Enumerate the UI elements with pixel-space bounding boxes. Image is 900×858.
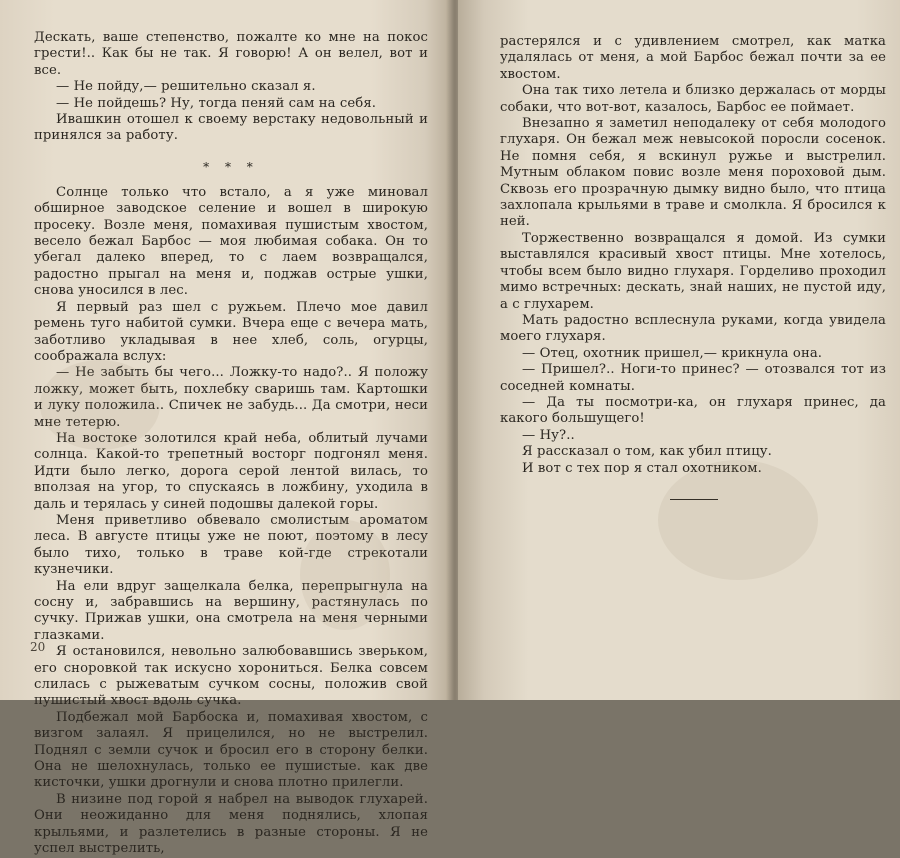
paragraph: Подбежал мой Барбоска и, помахивая хвостом, с визгом залаял. Я прицелился, но не выстрелил. Поднял с земли сучок и бросил его в сторону белки. Она не шелохнулась, только ее пушистые. как две кисточки, ушки дрогнули и снова плотно прилегли. — [34, 709, 428, 791]
paragraph: Я остановился, невольно залюбовавшись зверьком, его сноровкой так искусно хорониться. Белка совсем слилась с рыжеватым сучком сосны, положив свой пушистый хвост вдоль сучка. — [34, 644, 428, 709]
paragraph: Меня приветливо обвевало смолистым ароматом леса. В августе птицы уже не поют, поэтому в лесу было тихо, только в траве кой-где стрекотали кузнечики. — [34, 512, 428, 578]
paragraph: На ели вдруг защелкала белка, перепрыгнула на сосну и, забравшись на вершину, растянулась по сучку. Прижав ушки, она смотрела на меня черными глазками. — [34, 578, 428, 643]
paper-stain — [300, 520, 390, 630]
paragraph: растерялся и с удивлением смотрел, как матка удалялась от меня, а мой Барбос бежал почти за ее хвостом. — [500, 34, 886, 82]
paragraph: — Ну?.. — [522, 427, 575, 443]
paragraph: — Не забыть бы чего... Ложку-то надо?.. Я положу ложку, может быть, похлебку сваришь там. Картошки и луку положила.. Спичек не забудь... Да смотри, неси мне тетерю. — [34, 365, 428, 430]
paragraph: Мать радостно всплеснула руками, когда увидела моего глухаря. — [500, 312, 886, 345]
paragraph: Она так тихо летела и близко держалась от морды собаки, что вот-вот, казалось, Барбос ее поймает. — [500, 83, 886, 115]
paragraph: — Пришел?.. Ноги-то принес? — отозвался тот из соседней комнаты. — [500, 362, 886, 394]
paragraph: Я первый раз шел с ружьем. Плечо мое давил ремень туго набитой сумки. Вчера еще с вечера мать, заботливо укладывая в нее хлеб, соль, огурцы, соображала вслух: — [34, 299, 428, 364]
paragraph: Торжественно возвращался я домой. Из сумки выставлялся красивый хвост птицы. Мне хотелось, чтобы всем было видно глухаря. Горделиво проходил мимо встречных: дескать, знай наших, не пустой иду, а с глухарем. — [500, 230, 886, 312]
paragraph: И вот с тех пор я стал охотником. — [522, 460, 762, 476]
paragraph: Дескать, ваше степенство, пожалте ко мне на покос грести!.. Как бы не так. Я говорю! А он велел, вот и все. — [34, 30, 428, 78]
paragraph: Ивашкин отошел к своему верстаку недовольный и принялся за работу. — [34, 112, 428, 144]
paragraph: В низине под горой я набрел на выводок глухарей. Они неожиданно для меня поднялись, хлопая крыльями, и разлетелись в разные стороны. Я не успел выстрелить, — [34, 791, 428, 857]
right-page — [458, 0, 900, 700]
paragraph: — Не пойдешь? Ну, тогда пеняй сам на себя. — [56, 95, 377, 111]
paragraph: — Отец, охотник пришел,— крикнула она. — [522, 345, 823, 361]
paragraph: На востоке золотился край неба, облитый лучами солнца. Какой-то трепетный восторг подгонял меня. Идти было легко, дорога серой лентой вилась, то вползая на угор, то спускаясь в ложбину, уходила в даль и терялась у синей подошвы далекой горы. — [34, 430, 428, 512]
paragraph: Внезапно я заметил неподалеку от себя молодого глухаря. Он бежал меж невысокой поросли сосенок. Не помня себя, я вскинул ружье и выстрелил. Мутным облаком повис возле меня пороховой дым. Сквозь его прозрачную дымку видно было, что птица захлопала крыльями в траве и смолкла. Я бросился к ней. — [500, 116, 886, 230]
paragraph: — Не пойду,— решительно сказал я. — [56, 79, 316, 95]
paragraph: — Да ты посмотри-ка, он глухаря принес, да какого большущего! — [500, 394, 886, 427]
section-separator: * * * — [203, 159, 259, 174]
paper-stain — [40, 360, 160, 450]
paper-stain — [658, 460, 818, 580]
page-number: 20 — [30, 640, 46, 654]
paragraph: Я рассказал о том, как убил птицу. — [522, 444, 772, 460]
paragraph: Солнце только что встало, а я уже миновал обширное заводское селение и вошел в широкую просеку. Возле меня, помахивая пушистым хвостом, весело бежал Барбос — моя любимая собака. Он то убегал далеко вперед, то с лаем возвращался, радостно прыгал на меня и, поджав острые ушки, снова уносился в лес. — [34, 184, 428, 299]
